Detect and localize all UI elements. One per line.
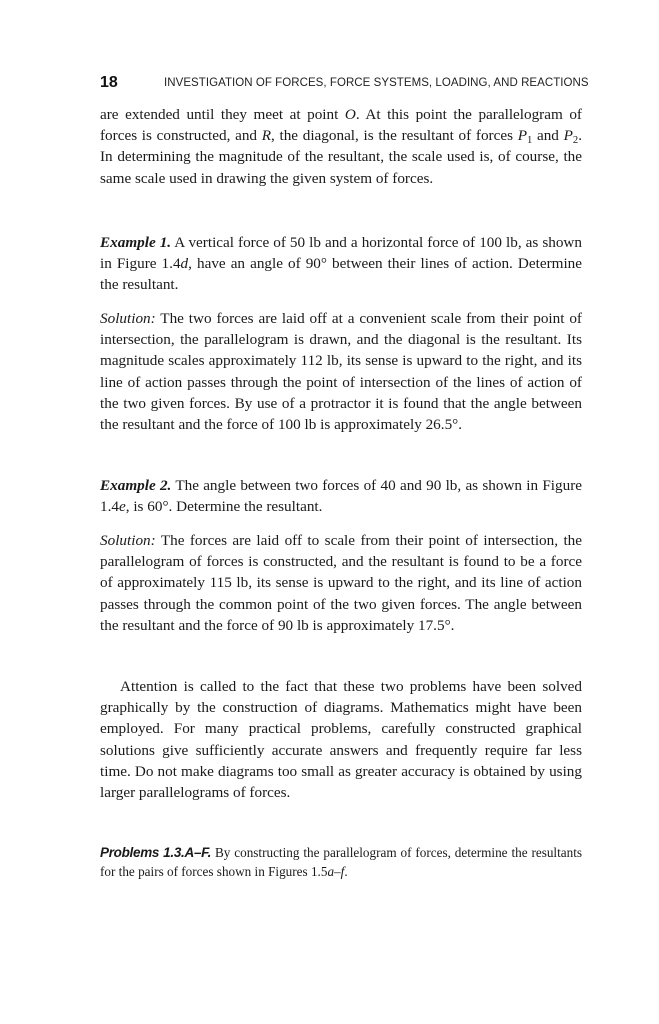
force-p1-symbol: P: [517, 127, 527, 145]
example-2: Example 2. The angle between two forces of 40 and 90 lb, as shown in Figure 1.4e, is 60°. Determine the resultant.: [100, 477, 582, 516]
example-1: Example 1. A vertical force of 50 lb and a horizontal force of 100 lb, as shown in Figure 1.4d, have an angle of 90° between their lines of action. Determine the resultant.: [100, 234, 582, 294]
example-1-label: Example 1.: [100, 234, 172, 251]
running-head: INVESTIGATION OF FORCES, FORCE SYSTEMS, LOADING, AND REACTIONS: [164, 77, 589, 89]
problems-label: Problems 1.3.A–F.: [100, 845, 212, 860]
solution-2-label: Solution:: [100, 532, 156, 549]
problems-1-3: Problems 1.3.A–F. By constructing the parallelogram of forces, determine the resultants for the pairs of forces shown in Figures 1.5a–f.: [100, 845, 582, 879]
point-o-symbol: O: [344, 106, 356, 123]
example-2-label: Example 2.: [100, 477, 172, 494]
page-header: [100, 74, 589, 96]
paragraph-attention: Attention is called to the fact that these two problems have been solved graphically by the construction of diagrams. Mathematics might have been employed. For many practical problems, carefully constructed graphical solutions give sufficiently accurate answers and frequently require far less time. Do not make diagrams too small as greater accuracy is obtained by using larger parallelograms of forces.: [100, 678, 582, 802]
solution-2: Solution: The forces are laid off to scale from their point of intersection, the parallelogram of forces is constructed, and the resultant is found to be a force of approximately 115 lb, its sense is upward to the right, and its line of action passes through the common point of the two given forces. The angle between the resultant and the force of 90 lb is approximately 17.5°.: [100, 532, 582, 634]
paragraph-parallelogram-intro: are extended until they meet at point O. At this point the parallelogram of forces is constructed, and R, the diagonal, is the resultant of forces $P_1$ and $P_2$. In determining the magnitude of the resultant, the scale used is, of course, the same scale used in drawing the given system of forces.: [100, 106, 582, 187]
resultant-r-symbol: R: [261, 127, 271, 145]
force-p2-symbol: P: [563, 127, 573, 145]
page-number: 18: [100, 74, 118, 91]
solution-1-label: Solution:: [100, 310, 156, 327]
solution-1: Solution: The two forces are laid off at a convenient scale from their point of intersection, the parallelogram is drawn, and the diagonal is the resultant. Its magnitude scales approximately 112 lb, its sense is upward to the right, and its line of action passes through the point of intersection of the lines of action of the two given forces. By use of a protractor it is found that the angle between the resultant and the force of 100 lb is approximately 26.5°.: [100, 310, 582, 434]
